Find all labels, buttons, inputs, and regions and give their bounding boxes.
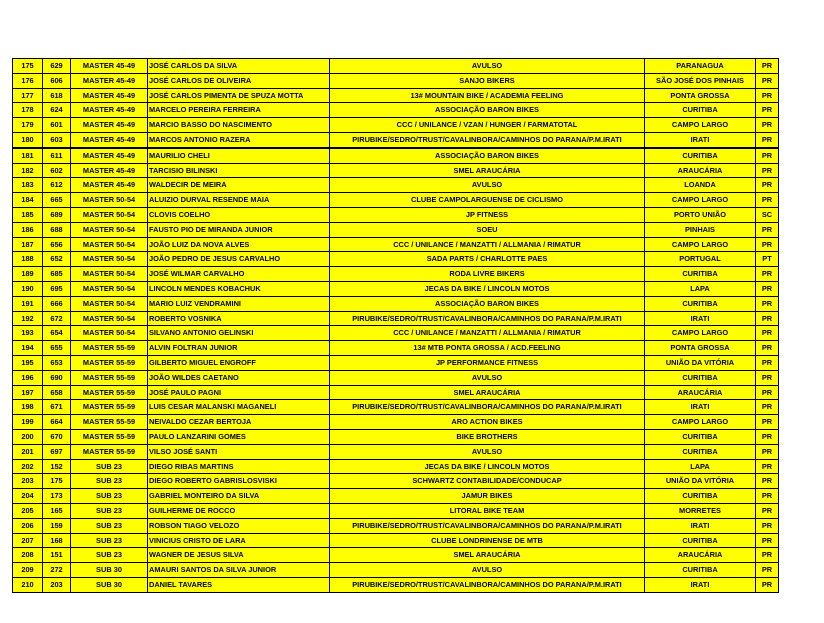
team-cell: SADA PARTS / CHARLOTTE PAES <box>330 252 645 267</box>
team-cell: 13# MTB PONTA GROSSA / ACD.FEELING <box>330 341 645 356</box>
city-cell: IRATI <box>645 577 756 592</box>
city-cell: CURITIBA <box>645 148 756 163</box>
city-cell: CAMPO LARGO <box>645 415 756 430</box>
athlete-name-cell: DIEGO RIBAS MARTINS <box>148 459 330 474</box>
city-cell: CAMPO LARGO <box>645 193 756 208</box>
table-row <box>13 73 779 88</box>
city-cell: CURITIBA <box>645 429 756 444</box>
state-cell: PR <box>756 355 779 370</box>
city-cell: UNIÃO DA VITÓRIA <box>645 474 756 489</box>
athlete-name-cell: VILSO JOSÉ SANTI <box>148 444 330 459</box>
bib-number-cell: 602 <box>43 163 71 178</box>
table-row <box>13 415 779 430</box>
position-cell: 175 <box>13 59 43 74</box>
bib-number-cell: 611 <box>43 148 71 163</box>
state-cell: PR <box>756 163 779 178</box>
city-cell: IRATI <box>645 132 756 147</box>
state-cell: PR <box>756 385 779 400</box>
table-row <box>13 88 779 103</box>
table-row <box>13 207 779 222</box>
athlete-name-cell: LUIS CESAR MALANSKI MAGANELI <box>148 400 330 415</box>
team-cell: SMEL ARAUCÁRIA <box>330 163 645 178</box>
table-row <box>13 267 779 282</box>
table-row <box>13 222 779 237</box>
athlete-name-cell: MARIO LUIZ VENDRAMINI <box>148 296 330 311</box>
position-cell: 178 <box>13 103 43 118</box>
table-row <box>13 429 779 444</box>
table-row <box>13 474 779 489</box>
state-cell: PR <box>756 103 779 118</box>
team-cell: SMEL ARAUCÁRIA <box>330 548 645 563</box>
bib-number-cell: 151 <box>43 548 71 563</box>
team-cell: BIKE BROTHERS <box>330 429 645 444</box>
table-row <box>13 132 779 147</box>
athlete-name-cell: JOSÉ WILMAR CARVALHO <box>148 267 330 282</box>
state-cell: PR <box>756 326 779 341</box>
bib-number-cell: 606 <box>43 73 71 88</box>
position-cell: 204 <box>13 489 43 504</box>
position-cell: 193 <box>13 326 43 341</box>
city-cell: ARAUCÁRIA <box>645 163 756 178</box>
category-cell: MASTER 45-49 <box>71 178 148 193</box>
state-cell: PR <box>756 59 779 74</box>
state-cell: PR <box>756 281 779 296</box>
table-row <box>13 489 779 504</box>
team-cell: SOEU <box>330 222 645 237</box>
position-cell: 184 <box>13 193 43 208</box>
team-cell: 13# MOUNTAIN BIKE / ACADEMIA FEELING <box>330 88 645 103</box>
category-cell: MASTER 55-59 <box>71 385 148 400</box>
state-cell: PR <box>756 577 779 592</box>
bib-number-cell: 601 <box>43 118 71 133</box>
table-row <box>13 503 779 518</box>
state-cell: PR <box>756 563 779 578</box>
table-row <box>13 326 779 341</box>
bib-number-cell: 203 <box>43 577 71 592</box>
state-cell: PR <box>756 267 779 282</box>
state-cell: PR <box>756 88 779 103</box>
team-cell: SANJO BIKERS <box>330 73 645 88</box>
category-cell: SUB 30 <box>71 563 148 578</box>
category-cell: SUB 23 <box>71 459 148 474</box>
table-row <box>13 281 779 296</box>
bib-number-cell: 665 <box>43 193 71 208</box>
category-cell: MASTER 50-54 <box>71 252 148 267</box>
category-cell: MASTER 55-59 <box>71 444 148 459</box>
team-cell: CLUBE CAMPOLARGUENSE DE CICLISMO <box>330 193 645 208</box>
city-cell: CURITIBA <box>645 563 756 578</box>
bib-number-cell: 666 <box>43 296 71 311</box>
team-cell: PIRUBIKE/SEDRO/TRUST/CAVALINBORA/CAMINHOS DO PARANA/P.M.IRATI <box>330 400 645 415</box>
team-cell: CCC / UNILANCE / VZAN / HUNGER / FARMATOTAL <box>330 118 645 133</box>
athlete-name-cell: FAUSTO PIO DE MIRANDA JUNIOR <box>148 222 330 237</box>
bib-number-cell: 652 <box>43 252 71 267</box>
table-row <box>13 563 779 578</box>
athlete-name-cell: AMAURI SANTOS DA SILVA JUNIOR <box>148 563 330 578</box>
athlete-name-cell: ROBSON TIAGO VELOZO <box>148 518 330 533</box>
team-cell: PIRUBIKE/SEDRO/TRUST/CAVALINBORA/CAMINHOS DO PARANA/P.M.IRATI <box>330 577 645 592</box>
city-cell: IRATI <box>645 518 756 533</box>
athlete-name-cell: SILVANO ANTONIO GELINSKI <box>148 326 330 341</box>
bib-number-cell: 629 <box>43 59 71 74</box>
category-cell: MASTER 55-59 <box>71 370 148 385</box>
state-cell: PR <box>756 193 779 208</box>
category-cell: MASTER 45-49 <box>71 73 148 88</box>
registration-table <box>12 58 779 593</box>
table-row <box>13 400 779 415</box>
position-cell: 179 <box>13 118 43 133</box>
bib-number-cell: 603 <box>43 132 71 147</box>
team-cell: LITORAL BIKE TEAM <box>330 503 645 518</box>
team-cell: ASSOCIAÇÃO BARON BIKES <box>330 148 645 163</box>
bib-number-cell: 685 <box>43 267 71 282</box>
team-cell: JECAS DA BIKE / LINCOLN MOTOS <box>330 281 645 296</box>
team-cell: ARO ACTION BIKES <box>330 415 645 430</box>
table-row <box>13 548 779 563</box>
athlete-name-cell: JOSÉ PAULO PAGNI <box>148 385 330 400</box>
position-cell: 200 <box>13 429 43 444</box>
state-cell: PR <box>756 118 779 133</box>
category-cell: MASTER 50-54 <box>71 281 148 296</box>
city-cell: CURITIBA <box>645 489 756 504</box>
state-cell: PR <box>756 237 779 252</box>
state-cell: PR <box>756 489 779 504</box>
city-cell: SÃO JOSÉ DOS PINHAIS <box>645 73 756 88</box>
city-cell: MORRETES <box>645 503 756 518</box>
state-cell: PR <box>756 518 779 533</box>
city-cell: CURITIBA <box>645 370 756 385</box>
city-cell: CURITIBA <box>645 296 756 311</box>
state-cell: PR <box>756 429 779 444</box>
table-row <box>13 459 779 474</box>
athlete-name-cell: TARCISIO BILINSKI <box>148 163 330 178</box>
team-cell: AVULSO <box>330 370 645 385</box>
athlete-name-cell: NEIVALDO CEZAR BERTOJA <box>148 415 330 430</box>
state-cell: PR <box>756 503 779 518</box>
city-cell: PONTA GROSSA <box>645 341 756 356</box>
state-cell: PR <box>756 311 779 326</box>
position-cell: 196 <box>13 370 43 385</box>
bib-number-cell: 671 <box>43 400 71 415</box>
bib-number-cell: 654 <box>43 326 71 341</box>
team-cell: PIRUBIKE/SEDRO/TRUST/CAVALINBORA/CAMINHOS DO PARANA/P.M.IRATI <box>330 518 645 533</box>
state-cell: PR <box>756 370 779 385</box>
table-row <box>13 193 779 208</box>
team-cell: JAMUR BIKES <box>330 489 645 504</box>
position-cell: 201 <box>13 444 43 459</box>
team-cell: CCC / UNILANCE / MANZATTI / ALLMANIA / RIMATUR <box>330 326 645 341</box>
city-cell: PARANAGUA <box>645 59 756 74</box>
bib-number-cell: 173 <box>43 489 71 504</box>
state-cell: SC <box>756 207 779 222</box>
athlete-name-cell: WALDECIR DE MEIRA <box>148 178 330 193</box>
category-cell: MASTER 45-49 <box>71 88 148 103</box>
category-cell: MASTER 55-59 <box>71 341 148 356</box>
athlete-name-cell: JOÃO LUIZ DA NOVA ALVES <box>148 237 330 252</box>
position-cell: 203 <box>13 474 43 489</box>
athlete-name-cell: LINCOLN MENDES KOBACHUK <box>148 281 330 296</box>
city-cell: IRATI <box>645 311 756 326</box>
team-cell: AVULSO <box>330 444 645 459</box>
athlete-name-cell: JOSÉ CARLOS PIMENTA DE SPUZA MOTTA <box>148 88 330 103</box>
position-cell: 207 <box>13 533 43 548</box>
bib-number-cell: 159 <box>43 518 71 533</box>
category-cell: MASTER 45-49 <box>71 59 148 74</box>
city-cell: LOANDA <box>645 178 756 193</box>
category-cell: MASTER 45-49 <box>71 103 148 118</box>
bib-number-cell: 689 <box>43 207 71 222</box>
state-cell: PR <box>756 533 779 548</box>
category-cell: SUB 23 <box>71 518 148 533</box>
category-cell: MASTER 55-59 <box>71 429 148 444</box>
bib-number-cell: 695 <box>43 281 71 296</box>
city-cell: CURITIBA <box>645 533 756 548</box>
athlete-name-cell: ALVIN FOLTRAN JUNIOR <box>148 341 330 356</box>
city-cell: LAPA <box>645 459 756 474</box>
bib-number-cell: 165 <box>43 503 71 518</box>
bib-number-cell: 624 <box>43 103 71 118</box>
category-cell: SUB 23 <box>71 503 148 518</box>
bib-number-cell: 664 <box>43 415 71 430</box>
state-cell: PR <box>756 73 779 88</box>
position-cell: 188 <box>13 252 43 267</box>
team-cell: AVULSO <box>330 59 645 74</box>
table-row <box>13 178 779 193</box>
state-cell: PR <box>756 178 779 193</box>
position-cell: 176 <box>13 73 43 88</box>
athlete-name-cell: CLOVIS COELHO <box>148 207 330 222</box>
category-cell: SUB 23 <box>71 489 148 504</box>
athlete-name-cell: GUILHERME DE ROCCO <box>148 503 330 518</box>
bib-number-cell: 655 <box>43 341 71 356</box>
position-cell: 202 <box>13 459 43 474</box>
team-cell: AVULSO <box>330 178 645 193</box>
state-cell: PR <box>756 548 779 563</box>
athlete-name-cell: WAGNER DE JESUS SILVA <box>148 548 330 563</box>
city-cell: CAMPO LARGO <box>645 118 756 133</box>
bib-number-cell: 152 <box>43 459 71 474</box>
category-cell: MASTER 55-59 <box>71 415 148 430</box>
bib-number-cell: 612 <box>43 178 71 193</box>
table-row <box>13 163 779 178</box>
bib-number-cell: 272 <box>43 563 71 578</box>
category-cell: MASTER 50-54 <box>71 267 148 282</box>
table-row <box>13 518 779 533</box>
state-cell: PR <box>756 459 779 474</box>
athlete-name-cell: VINICIUS CRISTO DE LARA <box>148 533 330 548</box>
bib-number-cell: 690 <box>43 370 71 385</box>
city-cell: PONTA GROSSA <box>645 88 756 103</box>
position-cell: 210 <box>13 577 43 592</box>
position-cell: 185 <box>13 207 43 222</box>
table-row <box>13 59 779 74</box>
position-cell: 198 <box>13 400 43 415</box>
category-cell: MASTER 45-49 <box>71 163 148 178</box>
bib-number-cell: 168 <box>43 533 71 548</box>
table-row <box>13 296 779 311</box>
position-cell: 194 <box>13 341 43 356</box>
category-cell: MASTER 45-49 <box>71 148 148 163</box>
table-row <box>13 341 779 356</box>
city-cell: ARAUCÁRIA <box>645 385 756 400</box>
position-cell: 182 <box>13 163 43 178</box>
position-cell: 192 <box>13 311 43 326</box>
bib-number-cell: 670 <box>43 429 71 444</box>
table-row <box>13 355 779 370</box>
team-cell: RODA LIVRE BIKERS <box>330 267 645 282</box>
state-cell: PR <box>756 222 779 237</box>
table-body <box>13 59 779 593</box>
team-cell: JP FITNESS <box>330 207 645 222</box>
city-cell: ARAUCÁRIA <box>645 548 756 563</box>
athlete-name-cell: PAULO LANZARINI GOMES <box>148 429 330 444</box>
position-cell: 195 <box>13 355 43 370</box>
athlete-name-cell: JOÃO WILDES CAETANO <box>148 370 330 385</box>
team-cell: CLUBE LONDRINENSE DE MTB <box>330 533 645 548</box>
position-cell: 186 <box>13 222 43 237</box>
state-cell: PR <box>756 444 779 459</box>
position-cell: 189 <box>13 267 43 282</box>
team-cell: CCC / UNILANCE / MANZATTI / ALLMANIA / RIMATUR <box>330 237 645 252</box>
city-cell: UNIÃO DA VITÓRIA <box>645 355 756 370</box>
category-cell: MASTER 45-49 <box>71 132 148 147</box>
team-cell: JP PERFORMANCE FITNESS <box>330 355 645 370</box>
category-cell: SUB 30 <box>71 577 148 592</box>
position-cell: 191 <box>13 296 43 311</box>
team-cell: ASSOCIAÇÃO BARON BIKES <box>330 296 645 311</box>
table-row <box>13 533 779 548</box>
state-cell: PR <box>756 415 779 430</box>
team-cell: PIRUBIKE/SEDRO/TRUST/CAVALINBORA/CAMINHOS DO PARANA/P.M.IRATI <box>330 132 645 147</box>
city-cell: PINHAIS <box>645 222 756 237</box>
city-cell: PORTO UNIÃO <box>645 207 756 222</box>
athlete-name-cell: MARCIO BASSO DO NASCIMENTO <box>148 118 330 133</box>
athlete-name-cell: DIEGO ROBERTO GABRISLOSVISKI <box>148 474 330 489</box>
bib-number-cell: 697 <box>43 444 71 459</box>
table-row <box>13 311 779 326</box>
athlete-name-cell: JOSÉ CARLOS DE OLIVEIRA <box>148 73 330 88</box>
position-cell: 209 <box>13 563 43 578</box>
athlete-name-cell: GABRIEL MONTEIRO DA SILVA <box>148 489 330 504</box>
position-cell: 190 <box>13 281 43 296</box>
position-cell: 205 <box>13 503 43 518</box>
position-cell: 177 <box>13 88 43 103</box>
state-cell: PT <box>756 252 779 267</box>
athlete-name-cell: JOÃO PEDRO DE JESUS CARVALHO <box>148 252 330 267</box>
team-cell: ASSOCIAÇÃO BARON BIKES <box>330 103 645 118</box>
bib-number-cell: 688 <box>43 222 71 237</box>
category-cell: MASTER 50-54 <box>71 193 148 208</box>
category-cell: MASTER 50-54 <box>71 237 148 252</box>
city-cell: CURITIBA <box>645 103 756 118</box>
athlete-name-cell: ROBERTO VOSNIKA <box>148 311 330 326</box>
category-cell: SUB 23 <box>71 474 148 489</box>
category-cell: MASTER 50-54 <box>71 207 148 222</box>
category-cell: MASTER 50-54 <box>71 326 148 341</box>
bib-number-cell: 618 <box>43 88 71 103</box>
state-cell: PR <box>756 341 779 356</box>
table-row <box>13 148 779 163</box>
city-cell: LAPA <box>645 281 756 296</box>
category-cell: MASTER 50-54 <box>71 222 148 237</box>
position-cell: 187 <box>13 237 43 252</box>
athlete-name-cell: JOSÉ CARLOS DA SILVA <box>148 59 330 74</box>
athlete-name-cell: MARCOS ANTONIO RAZERA <box>148 132 330 147</box>
state-cell: PR <box>756 296 779 311</box>
athlete-name-cell: GILBERTO MIGUEL ENGROFF <box>148 355 330 370</box>
team-cell: SMEL ARAUCÁRIA <box>330 385 645 400</box>
category-cell: MASTER 55-59 <box>71 400 148 415</box>
table-row <box>13 385 779 400</box>
table-row <box>13 252 779 267</box>
position-cell: 199 <box>13 415 43 430</box>
team-cell: AVULSO <box>330 563 645 578</box>
bib-number-cell: 672 <box>43 311 71 326</box>
athlete-name-cell: MARCELO PEREIRA FERREIRA <box>148 103 330 118</box>
table-row <box>13 118 779 133</box>
position-cell: 181 <box>13 148 43 163</box>
city-cell: PORTUGAL <box>645 252 756 267</box>
athlete-name-cell: DANIEL TAVARES <box>148 577 330 592</box>
table-row <box>13 444 779 459</box>
category-cell: MASTER 55-59 <box>71 355 148 370</box>
athlete-name-cell: ALUIZIO DURVAL RESENDE MAIA <box>148 193 330 208</box>
state-cell: PR <box>756 148 779 163</box>
category-cell: MASTER 45-49 <box>71 118 148 133</box>
table-row <box>13 370 779 385</box>
city-cell: IRATI <box>645 400 756 415</box>
city-cell: CURITIBA <box>645 267 756 282</box>
team-cell: PIRUBIKE/SEDRO/TRUST/CAVALINBORA/CAMINHOS DO PARANA/P.M.IRATI <box>330 311 645 326</box>
position-cell: 183 <box>13 178 43 193</box>
city-cell: CAMPO LARGO <box>645 237 756 252</box>
table-row <box>13 577 779 592</box>
position-cell: 197 <box>13 385 43 400</box>
category-cell: SUB 23 <box>71 533 148 548</box>
table-row <box>13 103 779 118</box>
position-cell: 208 <box>13 548 43 563</box>
state-cell: PR <box>756 132 779 147</box>
table-row <box>13 237 779 252</box>
state-cell: PR <box>756 474 779 489</box>
team-cell: SCHWARTZ CONTABILIDADE/CONDUCAP <box>330 474 645 489</box>
city-cell: CAMPO LARGO <box>645 326 756 341</box>
category-cell: SUB 23 <box>71 548 148 563</box>
position-cell: 206 <box>13 518 43 533</box>
bib-number-cell: 653 <box>43 355 71 370</box>
bib-number-cell: 658 <box>43 385 71 400</box>
bib-number-cell: 175 <box>43 474 71 489</box>
category-cell: MASTER 50-54 <box>71 296 148 311</box>
athlete-name-cell: MAURILIO CHELI <box>148 148 330 163</box>
position-cell: 180 <box>13 132 43 147</box>
city-cell: CURITIBA <box>645 444 756 459</box>
state-cell: PR <box>756 400 779 415</box>
category-cell: MASTER 50-54 <box>71 311 148 326</box>
team-cell: JECAS DA BIKE / LINCOLN MOTOS <box>330 459 645 474</box>
bib-number-cell: 656 <box>43 237 71 252</box>
